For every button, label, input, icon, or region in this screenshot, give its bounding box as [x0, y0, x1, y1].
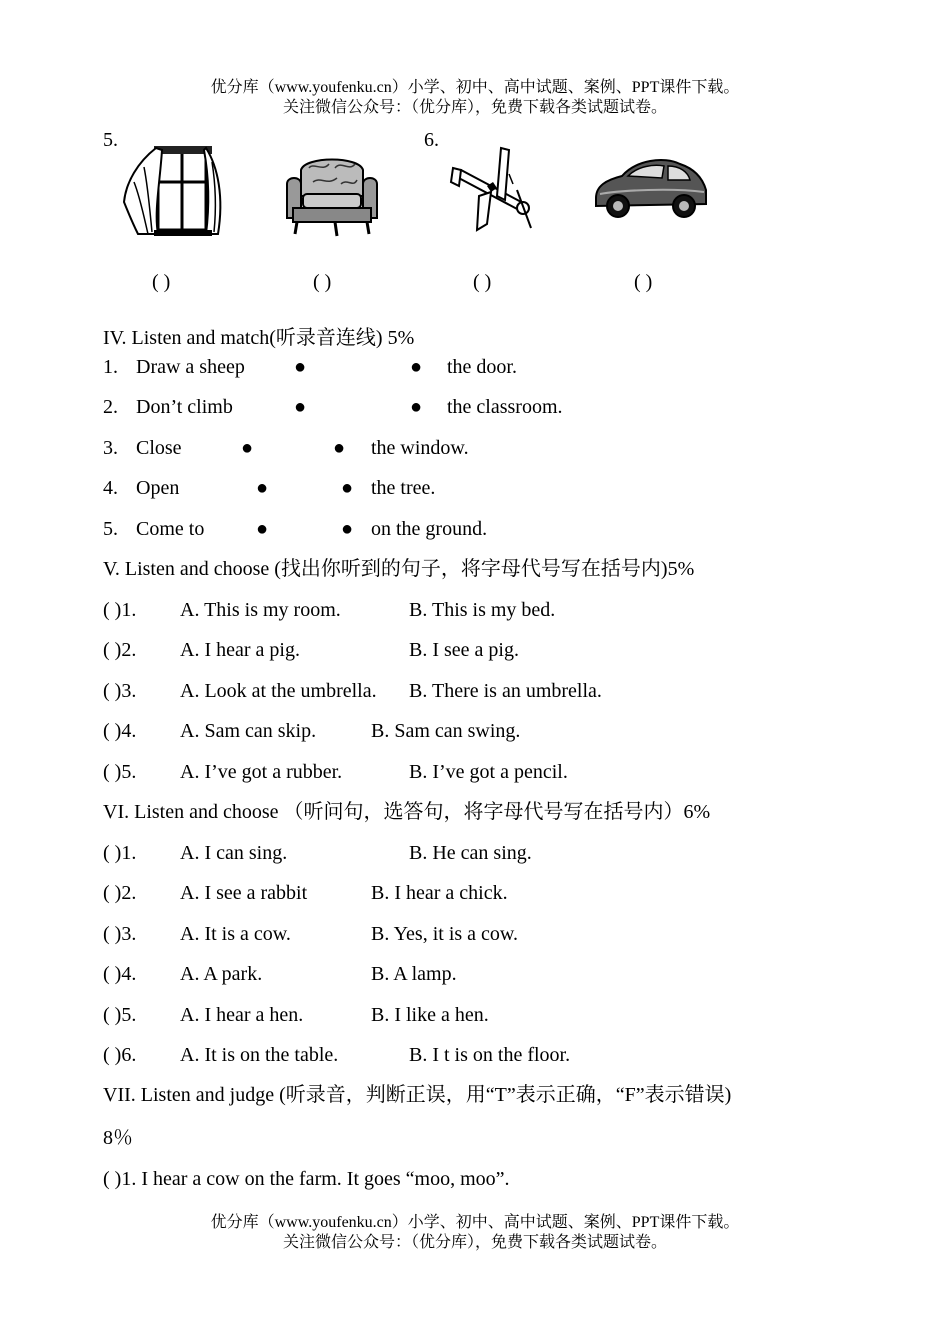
choice-number[interactable]: ( )4.	[103, 720, 137, 742]
match-right-dot[interactable]: ●	[341, 477, 354, 499]
match-left-text: Draw a sheep	[136, 356, 245, 378]
choice-option-b: B. I hear a chick.	[371, 882, 508, 904]
choice-number[interactable]: ( )2.	[103, 882, 137, 904]
choice-option-b: B. This is my bed.	[409, 599, 556, 621]
match-right-dot[interactable]: ●	[410, 396, 423, 418]
section-4-title: IV. Listen and match(听录音连线) 5%	[103, 327, 415, 349]
section-6-title: VI. Listen and choose （听问句，选答句，将字母代号写在括号内）6%	[103, 801, 711, 823]
match-right-dot[interactable]: ●	[410, 356, 423, 378]
choice-number[interactable]: ( )5.	[103, 761, 137, 783]
match-left-text: Don’t climb	[136, 396, 233, 418]
match-right-text: on the ground.	[371, 518, 488, 540]
answer-blank-car[interactable]: ( )	[634, 271, 653, 293]
choice-number[interactable]: ( )2.	[103, 639, 137, 661]
match-right-dot[interactable]: ●	[333, 437, 346, 459]
match-row-number: 4.	[103, 477, 118, 499]
match-right-text: the window.	[371, 437, 469, 459]
match-row-number: 2.	[103, 396, 118, 418]
judge-row[interactable]: ( )1. I hear a cow on the farm. It goes “moo, moo”.	[103, 1168, 510, 1190]
footer-line-2: 关注微信公众号：（优分库），免费下载各类试题试卷。	[282, 1234, 667, 1251]
section-5-title: V. Listen and choose (找出你听到的句子，将字母代号写在括号内)5%	[103, 558, 695, 580]
match-left-dot[interactable]: ●	[241, 437, 254, 459]
match-right-dot[interactable]: ●	[341, 518, 354, 540]
match-row-number: 5.	[103, 518, 118, 540]
answer-blank-window[interactable]: ( )	[152, 271, 171, 293]
airplane-icon	[447, 146, 543, 240]
choice-number[interactable]: ( )5.	[103, 1004, 137, 1026]
header-line-2: 关注微信公众号：（优分库），免费下载各类试题试卷。	[282, 99, 667, 116]
choice-option-a: A. Sam can skip.	[180, 720, 317, 742]
choice-number[interactable]: ( )3.	[103, 680, 137, 702]
choice-option-a: A. I see a rabbit	[180, 882, 308, 904]
choice-option-a: A. A park.	[180, 963, 263, 985]
match-left-text: Come to	[136, 518, 205, 540]
choice-option-b: B. He can sing.	[409, 842, 532, 864]
match-row-number: 3.	[103, 437, 118, 459]
match-left-dot[interactable]: ●	[294, 396, 307, 418]
choice-option-b: B. I like a hen.	[371, 1004, 489, 1026]
match-left-dot[interactable]: ●	[256, 518, 269, 540]
match-right-text: the tree.	[371, 477, 436, 499]
choice-number[interactable]: ( )4.	[103, 963, 137, 985]
choice-option-b: B. I see a pig.	[409, 639, 519, 661]
question-number-5: 5.	[103, 129, 118, 151]
choice-number[interactable]: ( )1.	[103, 842, 137, 864]
choice-option-a: A. This is my room.	[180, 599, 341, 621]
choice-option-b: B. A lamp.	[371, 963, 457, 985]
match-left-dot[interactable]: ●	[294, 356, 307, 378]
match-left-dot[interactable]: ●	[256, 477, 269, 499]
choice-option-a: A. I hear a pig.	[180, 639, 300, 661]
match-row-number: 1.	[103, 356, 118, 378]
answer-blank-airplane[interactable]: ( )	[473, 271, 492, 293]
sofa-icon	[283, 150, 381, 238]
choice-option-b: B. Yes, it is a cow.	[371, 923, 519, 945]
choice-option-a: A. It is a cow.	[180, 923, 291, 945]
choice-option-b: B. I’ve got a pencil.	[409, 761, 568, 783]
choice-option-b: B. There is an umbrella.	[409, 680, 602, 702]
choice-option-a: A. I’ve got a rubber.	[180, 761, 343, 783]
answer-blank-sofa[interactable]: ( )	[313, 271, 332, 293]
match-left-text: Open	[136, 477, 180, 499]
section-7-score: 8％	[103, 1127, 133, 1149]
choice-option-a: A. It is on the table.	[180, 1044, 339, 1066]
choice-option-a: A. I hear a hen.	[180, 1004, 304, 1026]
car-icon	[592, 150, 710, 222]
match-right-text: the classroom.	[447, 396, 563, 418]
header-line-1: 优分库（www.youfenku.cn）小学、初中、高中试题、案例、PPT课件下载。	[210, 79, 740, 96]
choice-option-a: A. Look at the umbrella.	[180, 680, 377, 702]
choice-option-a: A. I can sing.	[180, 842, 288, 864]
question-number-6: 6.	[424, 129, 439, 151]
footer-line-1: 优分库（www.youfenku.cn）小学、初中、高中试题、案例、PPT课件下载。	[210, 1214, 740, 1231]
match-left-text: Close	[136, 437, 182, 459]
choice-number[interactable]: ( )3.	[103, 923, 137, 945]
choice-option-b: B. I t is on the floor.	[409, 1044, 571, 1066]
choice-option-b: B. Sam can swing.	[371, 720, 521, 742]
section-7-title: VII. Listen and judge (听录音，判断正误，用“T”表示正确，“F”表示错误)	[103, 1084, 732, 1106]
choice-number[interactable]: ( )6.	[103, 1044, 137, 1066]
window-icon	[118, 142, 230, 240]
match-right-text: the door.	[447, 356, 517, 378]
choice-number[interactable]: ( )1.	[103, 599, 137, 621]
